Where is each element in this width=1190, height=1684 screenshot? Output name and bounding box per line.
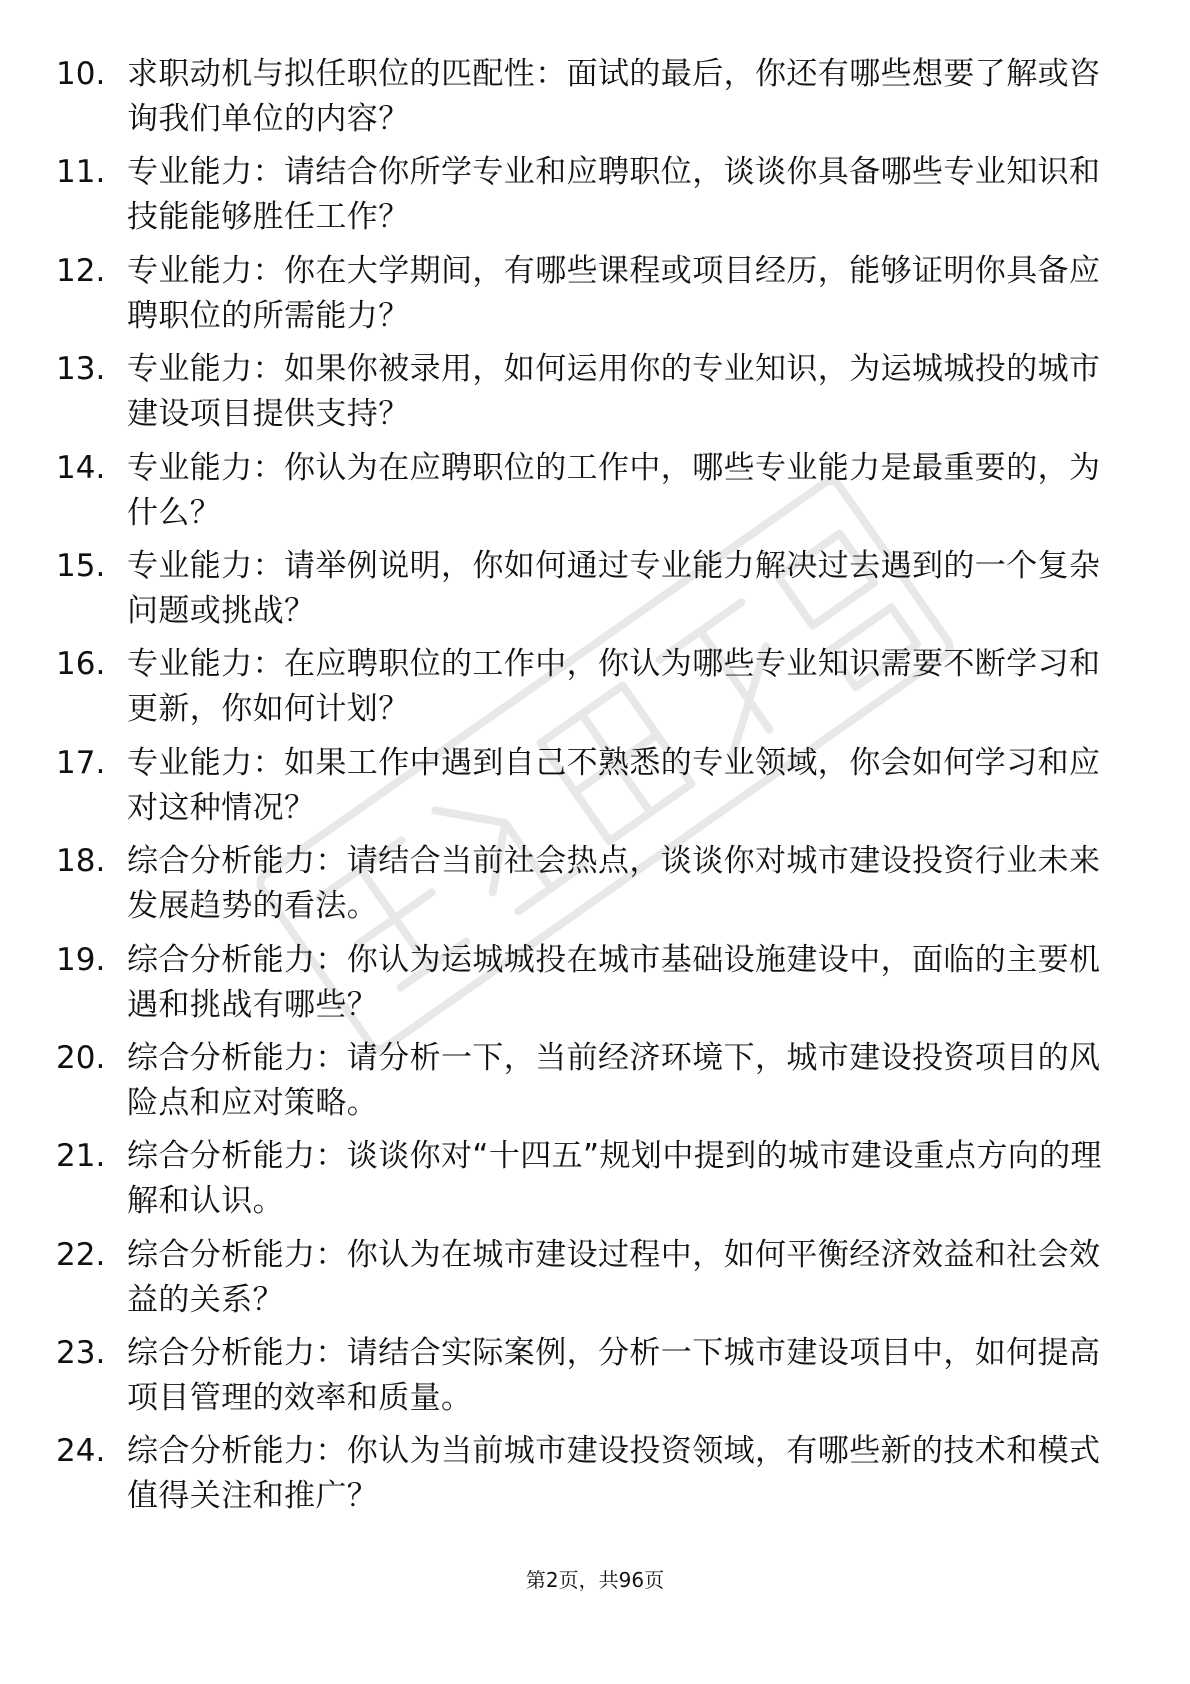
question-number: 14. [56,449,106,486]
question-item [56,1331,1116,1429]
question-text: 综合分析能力：请结合当前社会热点，谈谈你对城市建设投资行业未来发展趋势的看法。 [127,843,1101,925]
question-item [56,938,1116,1036]
question-number: 22. [56,1236,106,1273]
question-text: 综合分析能力：你认为在城市建设过程中，如何平衡经济效益和社会效益的关系？ [127,1236,1101,1318]
question-number: 19. [56,941,106,978]
question-item [56,1036,1116,1134]
question-item [56,642,1116,740]
question-text: 专业能力：在应聘职位的工作中，你认为哪些专业知识需要不断学习和更新，你如何计划？ [127,646,1101,728]
question-text: 专业能力：如果你被录用，如何运用你的专业知识，为运城城投的城市建设项目提供支持？ [127,351,1101,433]
question-number: 16. [56,646,106,683]
question-list [56,52,1116,1528]
question-number: 12. [56,252,106,289]
question-text: 专业能力：请举例说明，你如何通过专业能力解决过去遇到的一个复杂问题或挑战？ [127,547,1101,629]
question-number: 24. [56,1433,106,1470]
question-number: 20. [56,1039,106,1076]
question-item [56,544,1116,642]
question-text: 综合分析能力：请分析一下，当前经济环境下，城市建设投资项目的风险点和应对策略。 [127,1039,1101,1121]
question-number: 11. [56,154,106,191]
question-text: 综合分析能力：请结合实际案例，分析一下城市建设项目中，如何提高项目管理的效率和质量。 [127,1335,1101,1417]
question-item [56,347,1116,445]
question-item [56,446,1116,544]
question-item [56,150,1116,248]
question-number: 18. [56,843,106,880]
question-text: 专业能力：如果工作中遇到自己不熟悉的专业领域，你会如何学习和应对这种情况？ [127,744,1101,826]
question-item [56,1134,1116,1232]
question-item [56,1233,1116,1331]
question-text: 求职动机与拟任职位的匹配性：面试的最后，你还有哪些想要了解或咨询我们单位的内容？ [127,56,1101,137]
question-number: 10. [56,56,106,92]
question-item [56,249,1116,347]
question-text: 综合分析能力：你认为运城城投在城市基础设施建设中，面临的主要机遇和挑战有哪些？ [127,941,1101,1023]
question-number: 21. [56,1138,106,1175]
question-text: 专业能力：你认为在应聘职位的工作中，哪些专业能力是最重要的，为什么？ [127,449,1101,531]
question-number: 13. [56,351,106,388]
question-item [56,741,1116,839]
page-number-footer: 第2页，共96页 [525,1568,665,1592]
question-item [56,1429,1116,1527]
question-number: 17. [56,744,106,781]
question-text: 专业能力：请结合你所学专业和应聘职位，谈谈你具备哪些专业知识和技能能够胜任工作？ [127,154,1101,236]
question-text: 专业能力：你在大学期间，有哪些课程或项目经历，能够证明你具备应聘职位的所需能力？ [127,252,1101,334]
question-item [56,52,1116,150]
question-text: 综合分析能力：谈谈你对“十四五”规划中提到的城市建设重点方向的理解和认识。 [127,1138,1102,1220]
question-number: 23. [56,1335,106,1372]
question-text: 综合分析能力：你认为当前城市建设投资领域，有哪些新的技术和模式值得关注和推广？ [127,1433,1101,1515]
question-number: 15. [56,547,106,584]
question-item [56,839,1116,937]
